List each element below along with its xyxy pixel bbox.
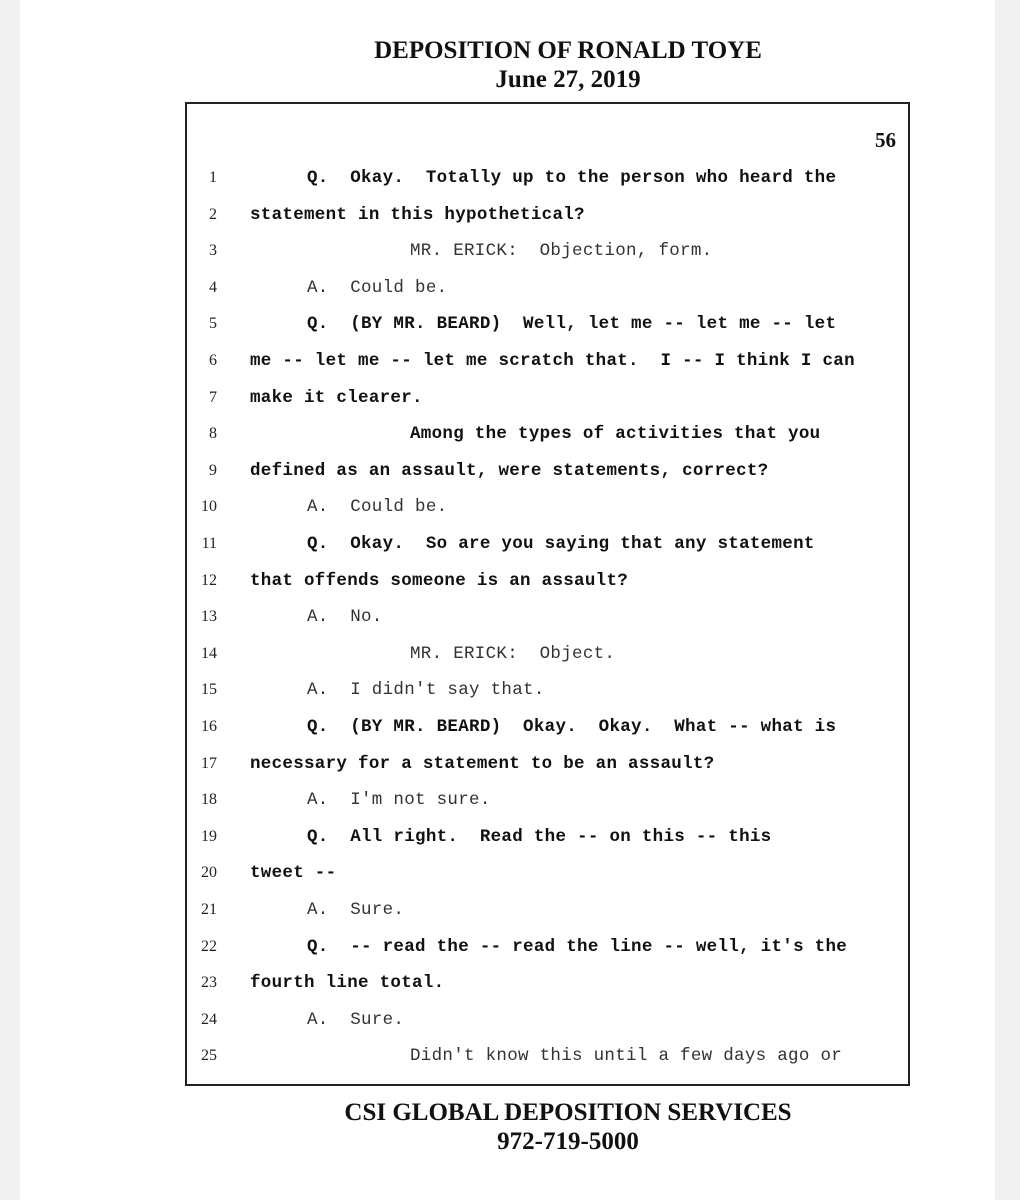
line-number: 23	[201, 974, 217, 992]
line-number: 11	[201, 535, 217, 552]
line-number: 12	[201, 571, 217, 589]
line-number: 3	[209, 242, 217, 260]
transcript-line	[187, 678, 912, 708]
line-number: 18	[201, 791, 217, 809]
line-number: 22	[201, 937, 217, 955]
transcript-line	[187, 349, 912, 379]
transcript-line	[187, 898, 912, 928]
line-text: A. Sure.	[307, 900, 405, 920]
transcript-line	[187, 605, 912, 635]
line-text: A. Sure.	[307, 1009, 405, 1030]
line-text: Q. (BY MR. BEARD) Okay. Okay. What -- what is	[307, 717, 837, 737]
line-number: 2	[209, 205, 217, 223]
footer-company: CSI GLOBAL DEPOSITION SERVICES	[344, 1099, 792, 1126]
line-number: 15	[201, 681, 217, 699]
line-text: tweet --	[250, 863, 337, 884]
line-text: A. Could be.	[307, 497, 448, 518]
footer-phone: 972-719-5000	[497, 1128, 639, 1155]
transcript-line	[187, 935, 912, 965]
transcript-line	[187, 715, 912, 745]
transcript-line	[187, 203, 912, 233]
line-text: statement in this hypothetical?	[250, 204, 585, 225]
line-number: 20	[201, 864, 217, 882]
line-text: Didn't know this until a few days ago or	[410, 1046, 843, 1067]
line-number: 5	[209, 315, 217, 333]
transcript-line	[187, 239, 912, 269]
transcript-line	[187, 788, 912, 818]
transcript-line	[187, 825, 912, 855]
line-text: Q. (BY MR. BEARD) Well, let me -- let me -- let	[307, 314, 837, 335]
line-number: 24	[201, 1010, 217, 1028]
transcript-line	[187, 971, 912, 1001]
line-number: 6	[209, 352, 217, 369]
line-text: A. Could be.	[307, 277, 448, 298]
line-text: that offends someone is an assault?	[250, 570, 629, 591]
line-number: 1	[209, 169, 217, 186]
line-number: 10	[201, 498, 217, 516]
line-number: 14	[201, 644, 217, 662]
line-number: 16	[201, 718, 217, 735]
deposition-title: DEPOSITION OF RONALD TOYE	[374, 37, 762, 64]
transcript-line	[187, 495, 912, 525]
transcript-line	[187, 1044, 912, 1074]
transcript-line	[187, 642, 912, 672]
line-text: fourth line total.	[250, 973, 445, 994]
transcript-line	[187, 1008, 912, 1038]
document-footer	[20, 1098, 1020, 1156]
transcript-line	[187, 459, 912, 489]
line-text: A. I didn't say that.	[307, 680, 545, 701]
line-number: 25	[201, 1047, 217, 1065]
transcript-line	[187, 422, 912, 452]
line-text: me -- let me -- let me scratch that. I -- I think I can	[250, 351, 855, 371]
transcript-line	[187, 386, 912, 416]
line-number: 19	[201, 827, 217, 845]
line-text: MR. ERICK: Object.	[410, 643, 616, 664]
document-page	[20, 0, 995, 1200]
line-text: necessary for a statement to be an assault?	[250, 753, 715, 774]
deposition-date: June 27, 2019	[495, 66, 641, 93]
transcript-line	[187, 569, 912, 599]
transcript-line	[187, 312, 912, 342]
line-number: 9	[209, 461, 217, 479]
line-number: 4	[209, 278, 217, 296]
transcript-line	[187, 276, 912, 306]
line-text: defined as an assault, were statements, correct?	[250, 460, 769, 481]
page-number: 56	[875, 128, 896, 152]
line-number: 21	[201, 901, 217, 918]
line-text: A. I'm not sure.	[307, 790, 491, 811]
line-text: make it clearer.	[250, 387, 423, 408]
transcript-box	[185, 102, 910, 1086]
line-number: 8	[209, 425, 217, 443]
line-text: A. No.	[307, 607, 383, 628]
line-text: Among the types of activities that you	[410, 424, 821, 445]
transcript-line	[187, 532, 912, 562]
line-number: 13	[201, 608, 217, 626]
line-text: Q. All right. Read the -- on this -- this	[307, 826, 772, 847]
line-text: Q. Okay. Totally up to the person who heard the	[307, 168, 837, 188]
transcript-line	[187, 166, 912, 196]
transcript-line	[187, 752, 912, 782]
transcript-line	[187, 861, 912, 891]
document-header	[20, 36, 1020, 94]
line-text: MR. ERICK: Objection, form.	[410, 241, 713, 262]
line-text: Q. -- read the -- read the line -- well, it's the	[307, 936, 848, 957]
line-number: 17	[201, 754, 217, 772]
line-number: 7	[209, 388, 217, 406]
line-text: Q. Okay. So are you saying that any statement	[307, 534, 815, 554]
